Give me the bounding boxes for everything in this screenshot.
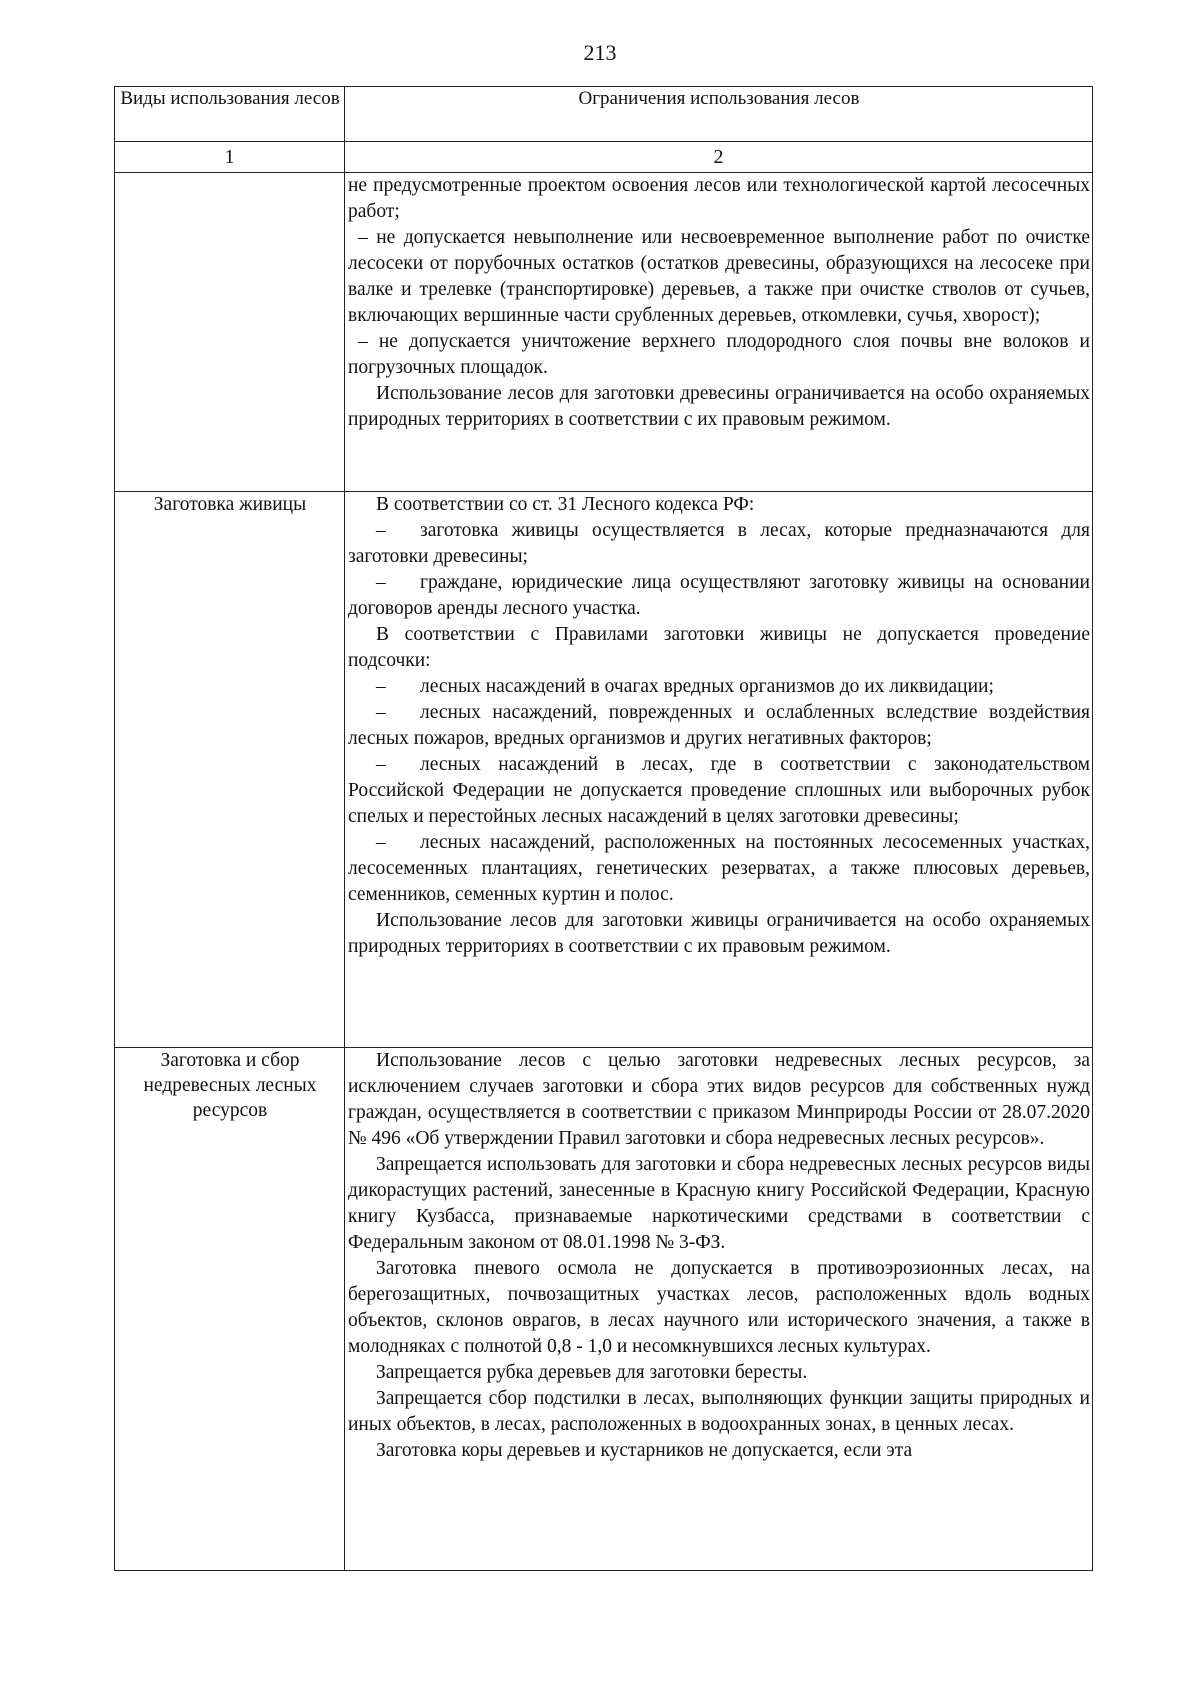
paragraph: В соответствии со ст. 31 Лесного кодекса РФ:: [376, 494, 755, 515]
header-cell-kind: Виды использования лесов: [115, 87, 345, 142]
list-item: [348, 518, 1090, 570]
paragraph: Запрещается использовать для заготовки и сбора недревесных лесных ресурсов виды дикорастущих растений, занесенные в Красную книгу Российской Федерации, Красную книгу Кузбасса, признаваемые наркотическими средствами в соответствии с Федеральным законом от 08.01.1998 № 3-ФЗ.: [348, 1154, 1090, 1253]
dash-marker: –: [376, 520, 386, 541]
row-kind-cell: Заготовка и сбор недревесных лесных ресурсов: [115, 1048, 345, 1571]
row-restrictions-cell: [345, 492, 1093, 1048]
header-cell-restrictions: Ограничения использования лесов: [345, 87, 1093, 142]
paragraph: – не допускается уничтожение верхнего плодородного слоя почвы вне волоков и погрузочных площадок.: [348, 331, 1090, 378]
dash-marker: –: [376, 832, 386, 853]
table-row: [115, 1048, 1093, 1571]
row-kind-cell: Заготовка живицы: [115, 492, 345, 1048]
list-item-text: граждане, юридические лица осуществляют заготовку живицы на основании договоров аренды лесного участка.: [348, 572, 1090, 619]
table-row: [115, 173, 1093, 492]
dash-marker: –: [376, 754, 386, 775]
list-item: [348, 570, 1090, 622]
row-kind-cell: [115, 173, 345, 492]
list-item: [348, 674, 1090, 700]
forest-use-restrictions-table: [114, 86, 1093, 1571]
table-header-row: [115, 87, 1093, 142]
paragraph: Заготовка пневого осмола не допускается в противоэрозионных лесах, на берегозащитных, почвозащитных участках лесов, расположенных вдоль водных объектов, склонов оврагов, в лесах научного или исторического значения, а также в молодняках с полнотой 0,8 - 1,0 и несомкнувшихся лесных культурах.: [348, 1258, 1090, 1357]
list-item: [348, 700, 1090, 752]
row-restrictions-cell: [345, 1048, 1093, 1571]
paragraph: – не допускается невыполнение или несвоевременное выполнение работ по очистке лесосеки от порубочных остатков (остатков древесины, образующихся на лесосеке при валке и трелевке (транспортировке) деревьев, а также при очистке стволов от сучьев, включающих вершинные части срубленных деревьев, откомлевки, сучья, хворост);: [348, 227, 1090, 326]
paragraph: не предусмотренные проектом освоения лесов или технологической картой лесосечных работ;: [348, 175, 1090, 222]
row-restrictions-cell: [345, 173, 1093, 492]
list-item: [348, 752, 1090, 830]
list-item-text: лесных насаждений, поврежденных и ослабленных вследствие воздействия лесных пожаров, вредных организмов и других негативных факторов;: [348, 702, 1090, 749]
dash-marker: –: [376, 572, 386, 593]
list-item-text: лесных насаждений, расположенных на постоянных лесосеменных участках, лесосеменных плантациях, генетических резерватах, а также плюсовых деревьев, семенников, семенных куртин и полос.: [348, 832, 1090, 905]
paragraph: Запрещается сбор подстилки в лесах, выполняющих функции защиты природных и иных объектов, в лесах, расположенных в водоохранных зонах, в ценных лесах.: [348, 1388, 1090, 1435]
table-row: [115, 492, 1093, 1048]
list-item-text: лесных насаждений в очагах вредных организмов до их ликвидации;: [420, 676, 994, 697]
list-item-text: лесных насаждений в лесах, где в соответствии с законодательством Российской Федерации не допускается проведение сплошных или выборочных рубок спелых и перестойных лесных насаждений в целях заготовки древесины;: [348, 754, 1090, 827]
column-number-1: 1: [115, 142, 345, 173]
list-item: [348, 830, 1090, 908]
paragraph: Запрещается рубка деревьев для заготовки бересты.: [376, 1362, 808, 1383]
dash-marker: –: [376, 676, 386, 697]
paragraph: Использование лесов для заготовки древесины ограничивается на особо охраняемых природных территориях в соответствии с их правовым режимом.: [348, 383, 1090, 430]
paragraph: Заготовка коры деревьев и кустарников не допускается, если эта: [376, 1440, 913, 1461]
paragraph: Использование лесов с целью заготовки недревесных лесных ресурсов, за исключением случаев заготовки и сбора этих видов ресурсов для собственных нужд граждан, осуществляется в соответствии с приказом Минприроды России от 28.07.2020 № 496 «Об утверждении Правил заготовки и сбора недревесных лесных ресурсов».: [348, 1050, 1090, 1149]
list-item-text: заготовка живицы осуществляется в лесах, которые предназначаются для заготовки древесины;: [348, 520, 1090, 567]
column-number-row: [115, 142, 1093, 173]
paragraph: В соответствии с Правилами заготовки живицы не допускается проведение подсочки:: [348, 624, 1090, 671]
page-number: 213: [583, 40, 617, 65]
dash-marker: –: [376, 702, 386, 723]
column-number-2: 2: [345, 142, 1093, 173]
paragraph: Использование лесов для заготовки живицы ограничивается на особо охраняемых природных территориях в соответствии с их правовым режимом.: [348, 910, 1090, 957]
